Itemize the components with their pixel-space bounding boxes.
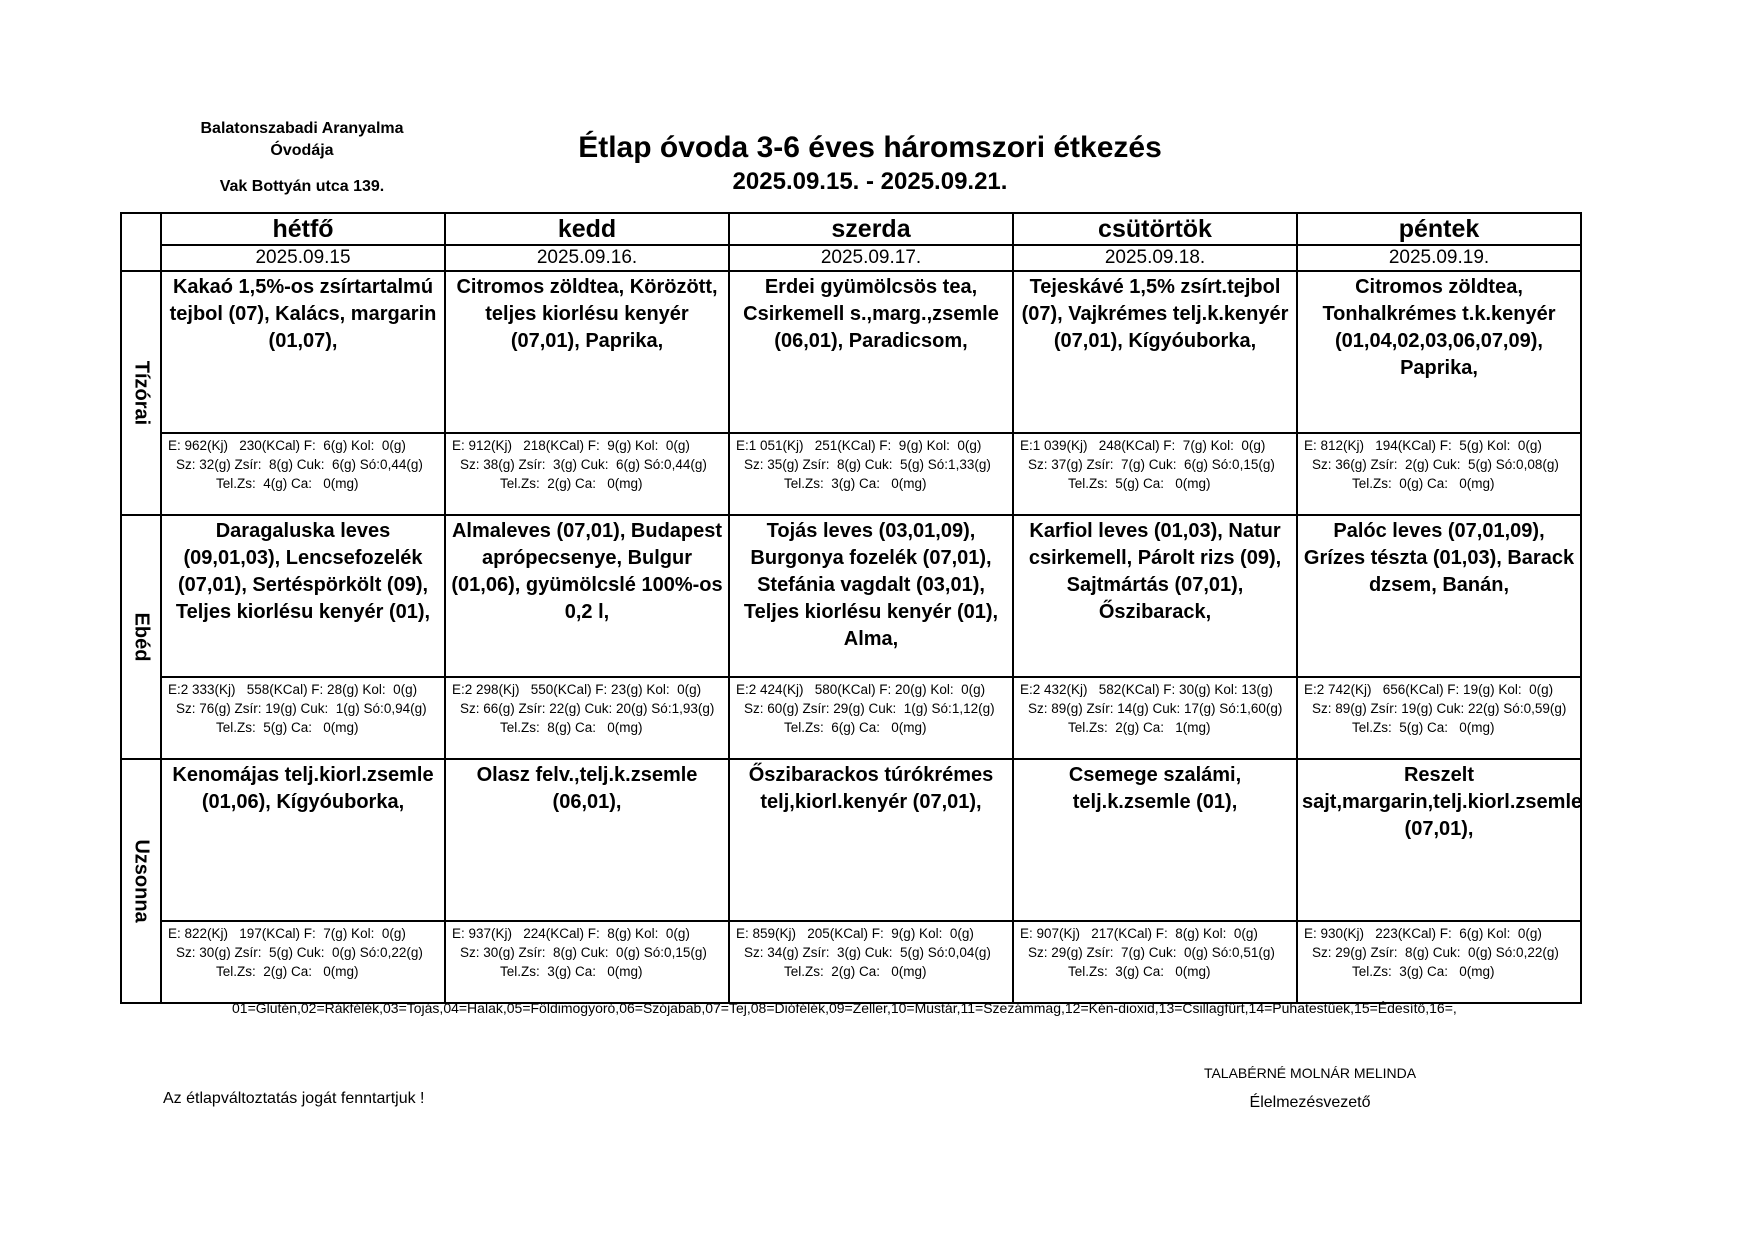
nutrition-minerals: Tel.Zs: 3(g) Ca: 0(mg) — [1068, 964, 1211, 979]
signature-block — [1170, 1058, 1450, 1118]
change-disclaimer: Az étlapváltoztatás jogát fenntartjuk ! — [163, 1090, 425, 1107]
nutrition-macros: Sz: 34(g) Zsír: 3(g) Cuk: 5(g) Só:0,04(g) — [744, 945, 991, 960]
nutrition-row-ebed — [121, 677, 1581, 759]
org-name-line1: Balatonszabadi Aranyalma — [200, 120, 404, 137]
nutrition-cell — [445, 921, 729, 1003]
meal-row-tizorai — [121, 271, 1581, 433]
nutrition-cell — [161, 677, 445, 759]
meal-text-cell: Reszelt sajt,margarin,telj.kiorl.zsemle (07,01), — [1297, 759, 1581, 921]
nutrition-macros: Sz: 37(g) Zsír: 7(g) Cuk: 6(g) Só:0,15(g) — [1028, 457, 1275, 472]
nutrition-cell — [161, 433, 445, 515]
day-date-wednesday: 2025.09.17. — [729, 245, 1013, 271]
nutrition-cell — [445, 433, 729, 515]
nutrition-energy: E: 907(Kj) 217(KCal) F: 8(g) Kol: 0(g) — [1020, 926, 1258, 941]
nutrition-cell — [445, 677, 729, 759]
org-name-line2: Óvodája — [270, 142, 334, 159]
nutrition-energy: E:2 742(Kj) 656(KCal) F: 19(g) Kol: 0(g) — [1304, 682, 1554, 697]
meal-text-cell: Kenomájas telj.kiorl.zsemle (01,06), Kígyóuborka, — [161, 759, 445, 921]
nutrition-energy: E: 822(Kj) 197(KCal) F: 7(g) Kol: 0(g) — [168, 926, 406, 941]
meal-text-cell: Almaleves (07,01), Budapest aprópecsenye, Bulgur (01,06), gyümölcslé 100%-os 0,2 l, — [445, 515, 729, 677]
nutrition-energy: E: 962(Kj) 230(KCal) F: 6(g) Kol: 0(g) — [168, 438, 406, 453]
nutrition-minerals: Tel.Zs: 8(g) Ca: 0(mg) — [500, 720, 643, 735]
day-date-thursday: 2025.09.18. — [1013, 245, 1297, 271]
day-date-tuesday: 2025.09.16. — [445, 245, 729, 271]
nutrition-minerals: Tel.Zs: 2(g) Ca: 1(mg) — [1068, 720, 1211, 735]
nutrition-energy: E:2 424(Kj) 580(KCal) F: 20(g) Kol: 0(g) — [736, 682, 986, 697]
nutrition-energy: E: 937(Kj) 224(KCal) F: 8(g) Kol: 0(g) — [452, 926, 690, 941]
nutrition-macros: Sz: 36(g) Zsír: 2(g) Cuk: 5(g) Só:0,08(g) — [1312, 457, 1559, 472]
nutrition-minerals: Tel.Zs: 5(g) Ca: 0(mg) — [1352, 720, 1495, 735]
nutrition-energy: E: 930(Kj) 223(KCal) F: 6(g) Kol: 0(g) — [1304, 926, 1542, 941]
org-address: Vak Bottyán utca 139. — [219, 178, 385, 195]
meal-label-uzsonna — [121, 759, 161, 1003]
nutrition-minerals: Tel.Zs: 5(g) Ca: 0(mg) — [1068, 476, 1211, 491]
meal-label-text: Tízórai — [130, 360, 153, 426]
meal-label-ebed — [121, 515, 161, 759]
nutrition-energy: E: 812(Kj) 194(KCal) F: 5(g) Kol: 0(g) — [1304, 438, 1542, 453]
day-name-row — [121, 213, 1581, 245]
nutrition-cell — [1297, 677, 1581, 759]
day-date-friday: 2025.09.19. — [1297, 245, 1581, 271]
meal-text-cell: Olasz felv.,telj.k.zsemle (06,01), — [445, 759, 729, 921]
nutrition-macros: Sz: 66(g) Zsír: 22(g) Cuk: 20(g) Só:1,93(g) — [460, 701, 715, 716]
nutrition-macros: Sz: 38(g) Zsír: 3(g) Cuk: 6(g) Só:0,44(g) — [460, 457, 707, 472]
nutrition-energy: E:2 432(Kj) 582(KCal) F: 30(g) Kol: 13(g) — [1020, 682, 1273, 697]
nutrition-cell — [1297, 921, 1581, 1003]
corner-cell — [121, 213, 161, 271]
meal-label-text: Uzsonna — [130, 839, 153, 923]
menu-table — [120, 212, 1582, 1004]
menu-title: Étlap óvoda 3-6 éves háromszori étkezés — [578, 131, 1162, 164]
nutrition-energy: E:2 298(Kj) 550(KCal) F: 23(g) Kol: 0(g) — [452, 682, 702, 697]
meal-text-cell: Citromos zöldtea, Tonhalkrémes t.k.kenyér (01,04,02,03,06,07,09), Paprika, — [1297, 271, 1581, 433]
meal-text-cell: Csemege szalámi, telj.k.zsemle (01), — [1013, 759, 1297, 921]
meal-label-text: Ebéd — [130, 612, 153, 662]
meal-text-cell: Citromos zöldtea, Körözött, teljes kiorlésu kenyér (07,01), Paprika, — [445, 271, 729, 433]
nutrition-minerals: Tel.Zs: 2(g) Ca: 0(mg) — [500, 476, 643, 491]
menu-period: 2025.09.15. - 2025.09.21. — [732, 168, 1008, 195]
organization-block — [182, 118, 422, 198]
meal-text-cell: Kakaó 1,5%-os zsírtartalmú tejbol (07), Kalács, margarin (01,07), — [161, 271, 445, 433]
nutrition-energy: E:2 333(Kj) 558(KCal) F: 28(g) Kol: 0(g) — [168, 682, 418, 697]
meal-text-cell: Erdei gyümölcsös tea, Csirkemell s.,marg.,zsemle (06,01), Paradicsom, — [729, 271, 1013, 433]
nutrition-energy: E: 859(Kj) 205(KCal) F: 9(g) Kol: 0(g) — [736, 926, 974, 941]
nutrition-minerals: Tel.Zs: 3(g) Ca: 0(mg) — [784, 476, 927, 491]
nutrition-cell — [729, 677, 1013, 759]
nutrition-macros: Sz: 29(g) Zsír: 7(g) Cuk: 0(g) Só:0,51(g) — [1028, 945, 1275, 960]
meal-row-ebed — [121, 515, 1581, 677]
day-date-monday: 2025.09.15 — [161, 245, 445, 271]
day-name-friday: péntek — [1297, 213, 1581, 245]
nutrition-macros: Sz: 32(g) Zsír: 8(g) Cuk: 6(g) Só:0,44(g) — [176, 457, 423, 472]
manager-name: TALABÉRNÉ MOLNÁR MELINDA — [1203, 1065, 1417, 1081]
nutrition-macros: Sz: 29(g) Zsír: 8(g) Cuk: 0(g) Só:0,22(g) — [1312, 945, 1559, 960]
nutrition-minerals: Tel.Zs: 6(g) Ca: 0(mg) — [784, 720, 927, 735]
day-name-wednesday: szerda — [729, 213, 1013, 245]
nutrition-macros: Sz: 30(g) Zsír: 8(g) Cuk: 0(g) Só:0,15(g) — [460, 945, 707, 960]
day-name-thursday: csütörtök — [1013, 213, 1297, 245]
nutrition-cell — [729, 433, 1013, 515]
day-date-row — [121, 245, 1581, 271]
nutrition-minerals: Tel.Zs: 3(g) Ca: 0(mg) — [1352, 964, 1495, 979]
meal-text-cell: Karfiol leves (01,03), Natur csirkemell, Párolt rizs (09), Sajtmártás (07,01), Őszibarack, — [1013, 515, 1297, 677]
nutrition-cell — [729, 921, 1013, 1003]
nutrition-macros: Sz: 89(g) Zsír: 19(g) Cuk: 22(g) Só:0,59(g) — [1312, 701, 1567, 716]
meal-text-cell: Palóc leves (07,01,09), Grízes tészta (01,03), Barack dzsem, Banán, — [1297, 515, 1581, 677]
nutrition-minerals: Tel.Zs: 0(g) Ca: 0(mg) — [1352, 476, 1495, 491]
allergen-legend: 01=Glutén,02=Rákfélék,03=Tojás,04=Halak,05=Földimogyoró,06=Szójabab,07=Tej,08=Diófélék,09=Zeller,10=Mustár,11=Szezámmag,12=Kén-dioxid,13=Csillagfürt,14=Puhatestüek,15=Édesítő,16=, — [232, 1000, 1457, 1016]
nutrition-row-uzsonna — [121, 921, 1581, 1003]
nutrition-macros: Sz: 89(g) Zsír: 14(g) Cuk: 17(g) Só:1,60(g) — [1028, 701, 1283, 716]
nutrition-cell — [161, 921, 445, 1003]
nutrition-minerals: Tel.Zs: 5(g) Ca: 0(mg) — [216, 720, 359, 735]
nutrition-minerals: Tel.Zs: 2(g) Ca: 0(mg) — [784, 964, 927, 979]
meal-text-cell: Tojás leves (03,01,09), Burgonya fozelék (07,01), Stefánia vagdalt (03,01), Teljes kiorlésu kenyér (01), Alma, — [729, 515, 1013, 677]
meal-text-cell: Daragaluska leves (09,01,03), Lencsefozelék (07,01), Sertéspörkölt (09), Teljes kiorlésu kenyér (01), — [161, 515, 445, 677]
nutrition-energy: E:1 039(Kj) 248(KCal) F: 7(g) Kol: 0(g) — [1020, 438, 1266, 453]
nutrition-energy: E:1 051(Kj) 251(KCal) F: 9(g) Kol: 0(g) — [736, 438, 982, 453]
nutrition-minerals: Tel.Zs: 3(g) Ca: 0(mg) — [500, 964, 643, 979]
day-name-monday: hétfő — [161, 213, 445, 245]
meal-label-tizorai — [121, 271, 161, 515]
nutrition-macros: Sz: 35(g) Zsír: 8(g) Cuk: 5(g) Só:1,33(g) — [744, 457, 991, 472]
nutrition-row-tizorai — [121, 433, 1581, 515]
nutrition-macros: Sz: 30(g) Zsír: 5(g) Cuk: 0(g) Só:0,22(g) — [176, 945, 423, 960]
nutrition-cell — [1013, 921, 1297, 1003]
menu-title-block — [500, 130, 1240, 198]
nutrition-cell — [1297, 433, 1581, 515]
meal-row-uzsonna — [121, 759, 1581, 921]
nutrition-cell — [1013, 433, 1297, 515]
meal-text-cell: Őszibarackos túrókrémes telj,kiorl.kenyér (07,01), — [729, 759, 1013, 921]
manager-role: Élelmezésvezető — [1249, 1094, 1371, 1111]
nutrition-energy: E: 912(Kj) 218(KCal) F: 9(g) Kol: 0(g) — [452, 438, 690, 453]
nutrition-cell — [1013, 677, 1297, 759]
day-name-tuesday: kedd — [445, 213, 729, 245]
nutrition-minerals: Tel.Zs: 4(g) Ca: 0(mg) — [216, 476, 359, 491]
nutrition-macros: Sz: 76(g) Zsír: 19(g) Cuk: 1(g) Só:0,94(g) — [176, 701, 427, 716]
nutrition-minerals: Tel.Zs: 2(g) Ca: 0(mg) — [216, 964, 359, 979]
nutrition-macros: Sz: 60(g) Zsír: 29(g) Cuk: 1(g) Só:1,12(g) — [744, 701, 995, 716]
meal-text-cell: Tejeskávé 1,5% zsírt.tejbol (07), Vajkrémes telj.k.kenyér (07,01), Kígyóuborka, — [1013, 271, 1297, 433]
